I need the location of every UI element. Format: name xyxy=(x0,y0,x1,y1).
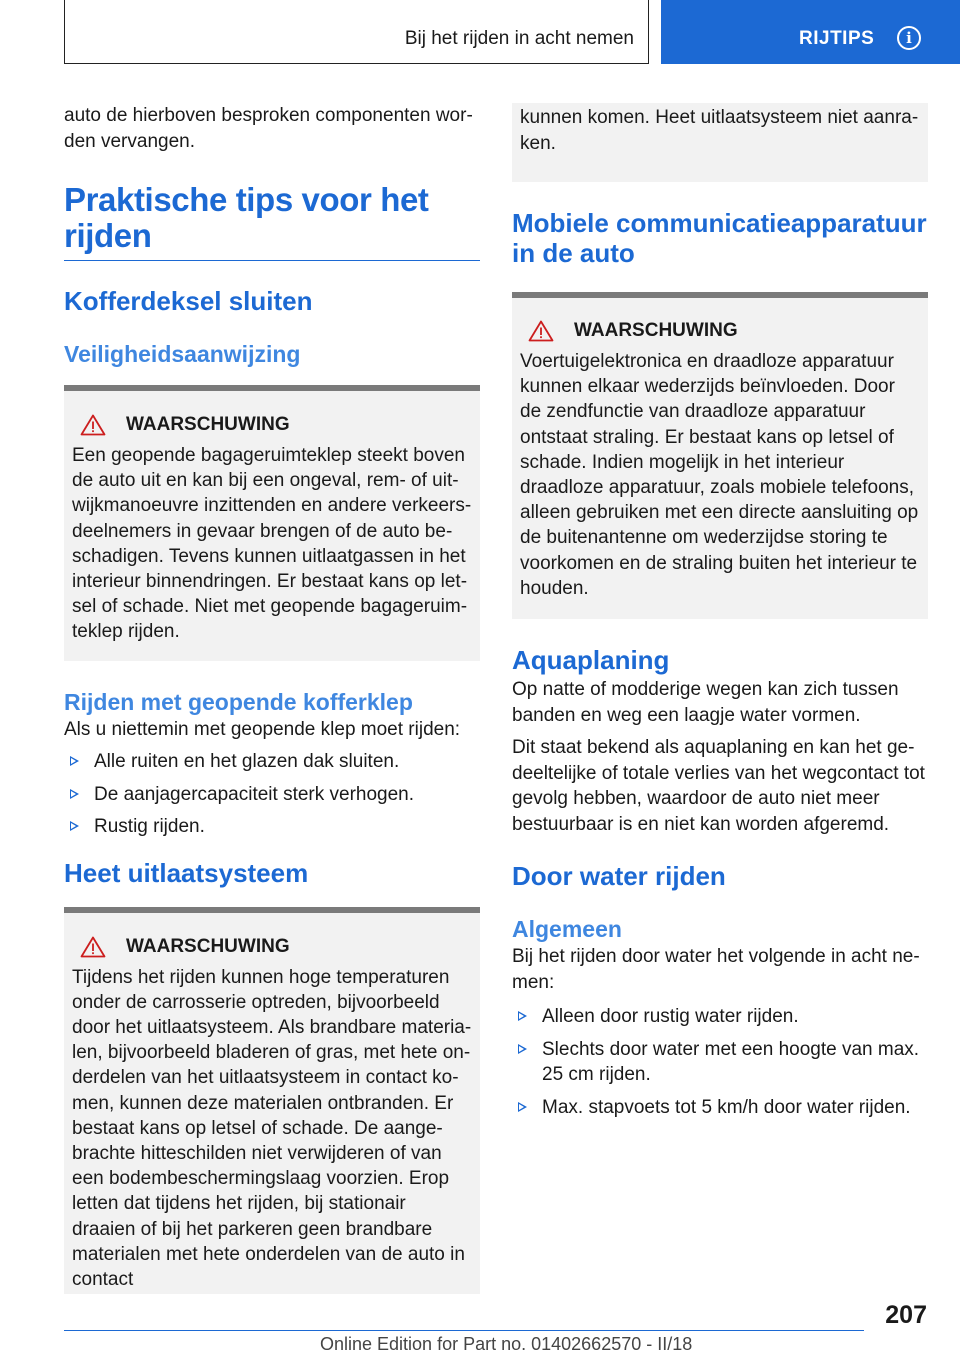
section-title-praktische-tips: Praktische tips voor het rijden xyxy=(64,182,480,261)
heading-uitlaatsysteem: Heet uitlaatsysteem xyxy=(64,857,309,888)
warning-continued-text: kunnen komen. Heet uitlaatsysteem niet aanraken. xyxy=(520,107,919,154)
bullet-triangle-icon xyxy=(518,1044,527,1054)
warning-title xyxy=(72,413,472,437)
water-list xyxy=(512,1004,928,1120)
heading-veiligheid: Veiligheidsaanwijzing xyxy=(64,341,301,367)
bullet-triangle-icon xyxy=(70,821,79,831)
open-list xyxy=(64,749,480,840)
bullet-triangle-icon xyxy=(518,1102,527,1112)
warning-label: WAARSCHUWING xyxy=(574,320,738,341)
heading-geopende-kofferklep: Rijden met geopende kofferklep xyxy=(64,688,413,715)
heading-algemeen: Algemeen xyxy=(512,916,622,943)
warning-label: WAARSCHUWING xyxy=(126,414,290,435)
warning-title xyxy=(72,935,472,959)
warning-box-mobiel xyxy=(512,292,928,619)
warning-triangle-icon xyxy=(80,414,106,436)
open-intro-paragraph: Als u niettemin met geopende klep moet rijden: xyxy=(64,718,461,740)
heading-door-water-rijden: Door water rijden xyxy=(512,861,726,892)
aquaplaning-paragraph-2: Dit staat bekend als aquaplaning en kan het gedeeltelijke of totale verlies van het wegcontact tot gevolg hebben, waardoor de auto niet meer bestuurbaar is en niet kan worden afgeremd. xyxy=(512,737,925,835)
footer-divider xyxy=(64,1330,864,1331)
right-column xyxy=(512,103,928,1127)
page-number: 207 xyxy=(885,1301,927,1329)
list-item: Slechts door water met een hoogte van max. 25 cm rijden. xyxy=(512,1037,928,1088)
list-item: Rustig rijden. xyxy=(64,814,480,840)
bullet-triangle-icon xyxy=(70,756,79,766)
warning-box-uitlaatsysteem xyxy=(64,907,480,1295)
header-tab-label: RIJTIPS xyxy=(799,28,875,49)
header-tab-rijtips[interactable] xyxy=(661,0,960,64)
left-column xyxy=(64,103,480,1294)
bullet-triangle-icon xyxy=(518,1011,527,1021)
warning-text: Een geopende bagageruimteklep steekt boven de auto uit en kan bij een ongeval, rem- of uitwijkmanoeuvre inzittenden en andere verkeersdeelnemers in gevaar brengen of de auto beschadigen. Tevens kunnen uitlaatgassen in het interieur binnendringen. Er bestaat kans op letsel of schade. Niet met geopende bagageruimteklep rijden. xyxy=(72,445,472,643)
info-icon[interactable]: i xyxy=(897,26,921,50)
list-item: Alleen door rustig water rijden. xyxy=(512,1004,928,1030)
header-section-title: Bij het rijden in acht nemen xyxy=(404,28,634,49)
warning-title xyxy=(520,319,920,343)
warning-box-bagageruimte xyxy=(64,385,480,661)
warning-label: WAARSCHUWING xyxy=(126,935,290,957)
heading-mobiele-communicatie: Mobiele communicatieapparatuur in de auto xyxy=(512,208,927,268)
intro-paragraph: auto de hierboven besproken componenten worden vervangen. xyxy=(64,105,473,152)
bullet-triangle-icon xyxy=(70,789,79,799)
aquaplaning-paragraph-1: Op natte of modderige wegen kan zich tussen banden en weg een laagje water vormen. xyxy=(512,679,899,726)
heading-kofferdeksel: Kofferdeksel sluiten xyxy=(64,286,313,316)
header-section-box xyxy=(64,0,649,64)
warning-triangle-icon xyxy=(528,320,554,342)
footer-edition: Online Edition for Part no. 01402662570 - II/18 xyxy=(320,1334,693,1354)
water-intro-paragraph: Bij het rijden door water het volgende in acht nemen: xyxy=(512,946,920,993)
warning-text: Voertuigelektronica en draadloze apparatuur kunnen elkaar wederzijds beïnvloeden. Door de zendfunctie van draadloze apparatuur ontstaat straling. Er bestaat kans op letsel of schade. Indien mogelijk in het interieur draadloze apparatuur, zoals mobiele telefoons, alleen gebruiken met een directe aansluiting op de buitenantenne om wederzijdse storing te voorkomen en de straling buiten het interieur te houden. xyxy=(520,351,919,599)
list-item: Alle ruiten en het glazen dak sluiten. xyxy=(64,749,480,775)
warning-triangle-icon xyxy=(80,936,106,958)
list-item: Max. stapvoets tot 5 km/h door water rijden. xyxy=(512,1095,928,1121)
heading-aquaplaning: Aquaplaning xyxy=(512,645,670,676)
list-item: De aanjagercapaciteit sterk verhogen. xyxy=(64,782,480,808)
warning-text: Tijdens het rijden kunnen hoge temperaturen onder de carrosserie optreden, bijvoorbeeld door het uitlaatsysteem. Als brandbare materialen, bijvoorbeeld bladeren of gras, met hete onderdelen van het uitlaatsysteem in contact komen, kunnen deze materialen ontbranden. Er bestaat kans op letsel of schade. De aangebrachte hitteschilden niet verwijderen of van een bodembeschermingslaag voorzien. Erop letten dat tijdens het rijden, bij stationair draaien of bij het parkeren geen brandbare materialen met hete onderdelen van de auto in contact xyxy=(72,966,472,1291)
warning-box-continued xyxy=(512,103,928,182)
